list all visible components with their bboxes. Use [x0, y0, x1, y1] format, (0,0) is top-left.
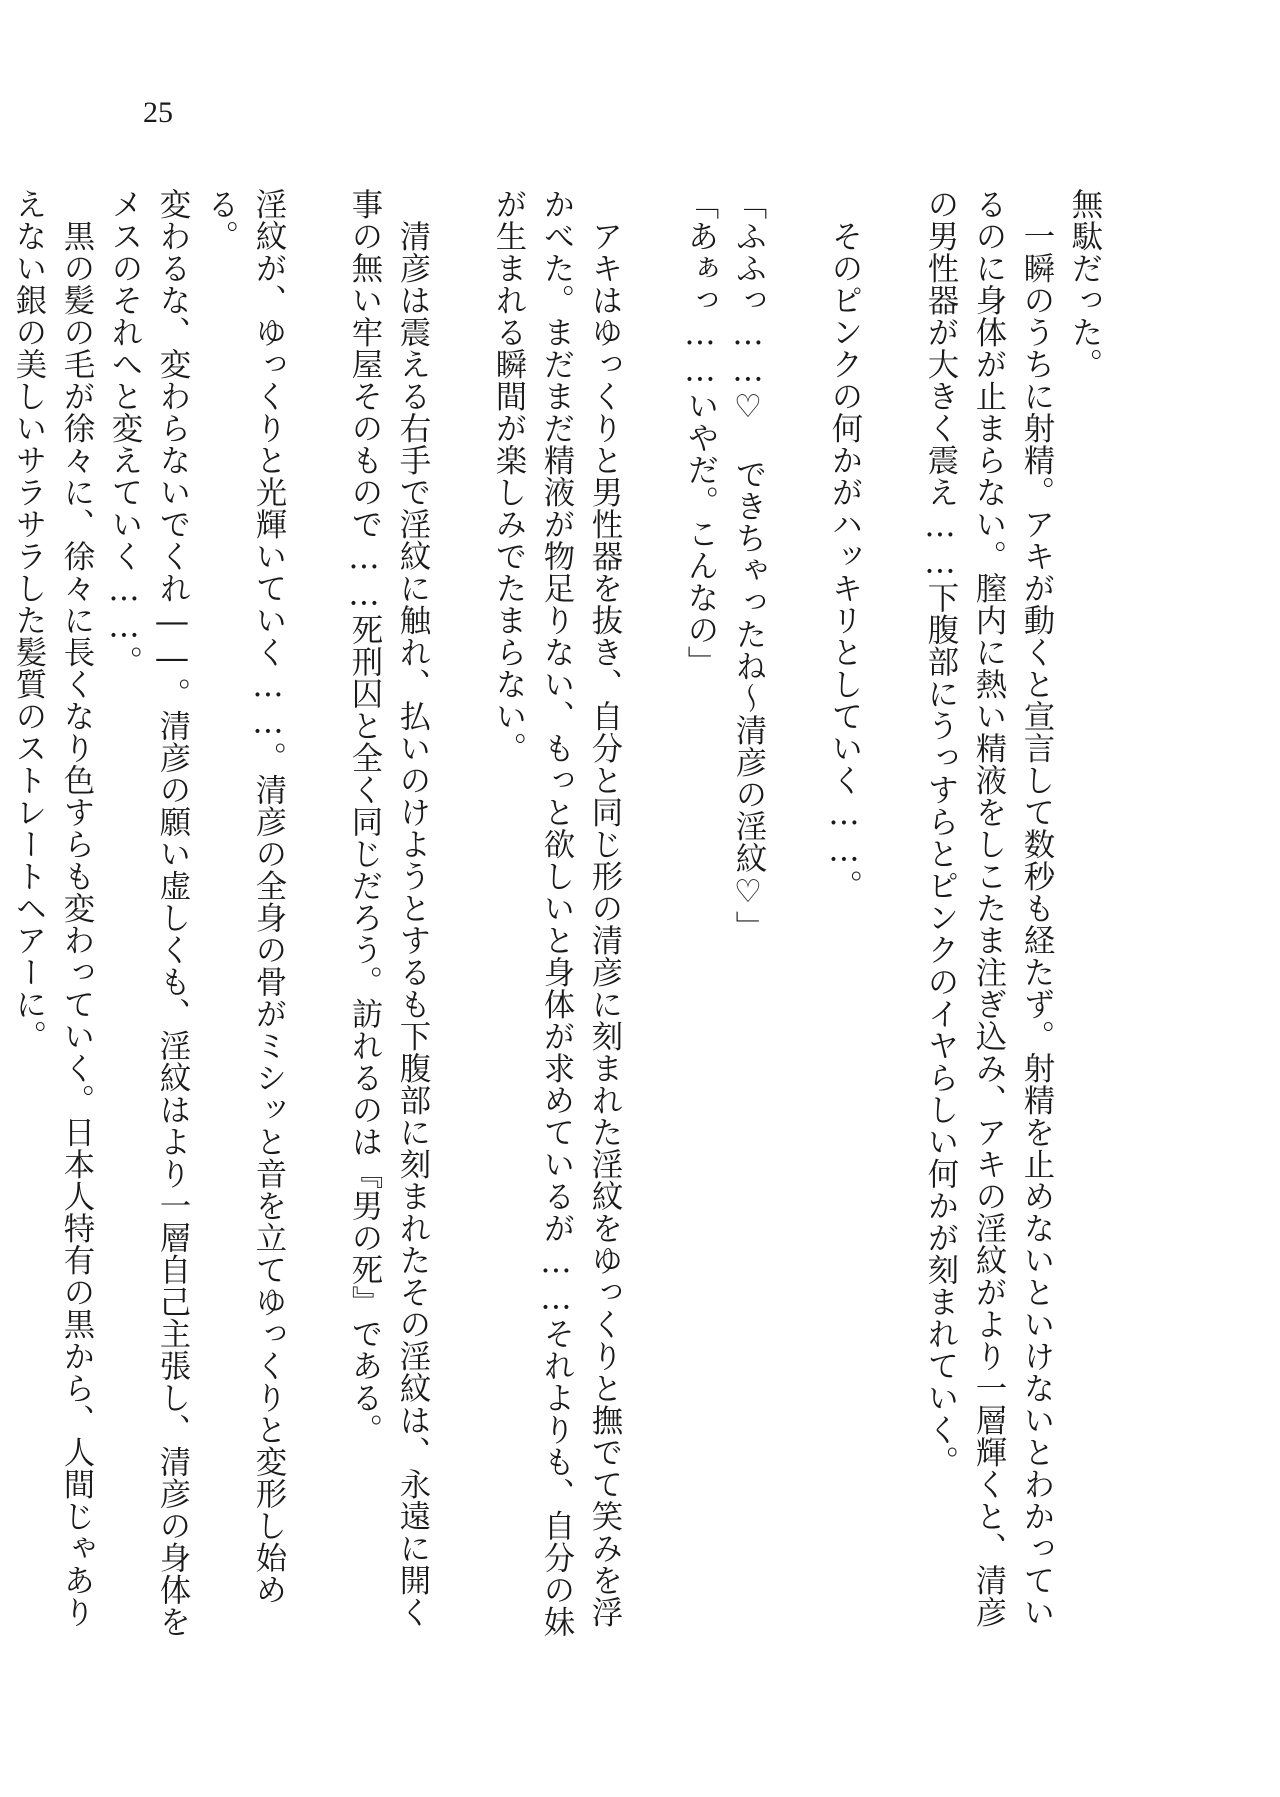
paragraph: 黒の髪の毛が徐々に、徐々に長くなり色すらも変わっていく。日本人特有の黒から、人間じゃありえない銀の美しいサラサラした髪質のストレートヘアーに。 [10, 188, 94, 1628]
blank-line [772, 188, 820, 1638]
blank-line [868, 188, 916, 1638]
paragraph: 清彦は震える右手で淫紋に触れ、払いのけようとするも下腹部に刻まれたその淫紋は、永遠に開く事の無い牢屋そのもので……死刑囚と全く同じだろう。訪れるのは『男の死』である。 [346, 188, 430, 1628]
paragraph: 淫紋が、ゆっくりと光輝いていく……。清彦の全身の骨がミシッと音を立てゆっくりと変形し始める。 [202, 188, 286, 1606]
blank-line [436, 188, 484, 1638]
page-number: 25 [143, 96, 173, 129]
paragraph: 一瞬のうちに射精。アキが動くと宣言して数秒も経たず。射精を止めないといけないとわかっているのに身体が止まらない。膣内に熱い精液をしこたま注ぎ込み、アキの淫紋がより一層輝くと、清彦の男性器が大きく震え……下腹部にうっすらとピンクのイヤらしい何かが刻まれていく。 [922, 188, 1054, 1628]
paragraph: 無駄だった。 [1066, 188, 1102, 380]
paragraph: そのピンクの何かがハッキリとしていく……。 [826, 188, 862, 902]
dialogue-line: 「ふふっ……♡ できちゃったね〜清彦の淫紋♡」 [730, 188, 766, 943]
blank-line [292, 188, 340, 1638]
paragraph: 変わるな、変わらないでくれ――。清彦の願い虚しくも、淫紋はより一層自己主張し、清彦の身体をメスのそれへと変えていく……。 [106, 188, 190, 1638]
blank-line [628, 188, 676, 1638]
dialogue-line: 「あぁっ……いやだ。こんなの」 [682, 188, 718, 678]
body-text [10, 188, 1108, 1638]
paragraph: アキはゆっくりと男性器を抜き、自分と同じ形の清彦に刻まれた淫紋をゆっくりと撫でて笑みを浮かべた。まだまだ精液が物足りない、もっと欲しいと身体が求めているが……それよりも、自分の妹が生まれる瞬間が楽しみでたまらない。 [490, 188, 622, 1638]
paragraph [0, 188, 4, 1638]
